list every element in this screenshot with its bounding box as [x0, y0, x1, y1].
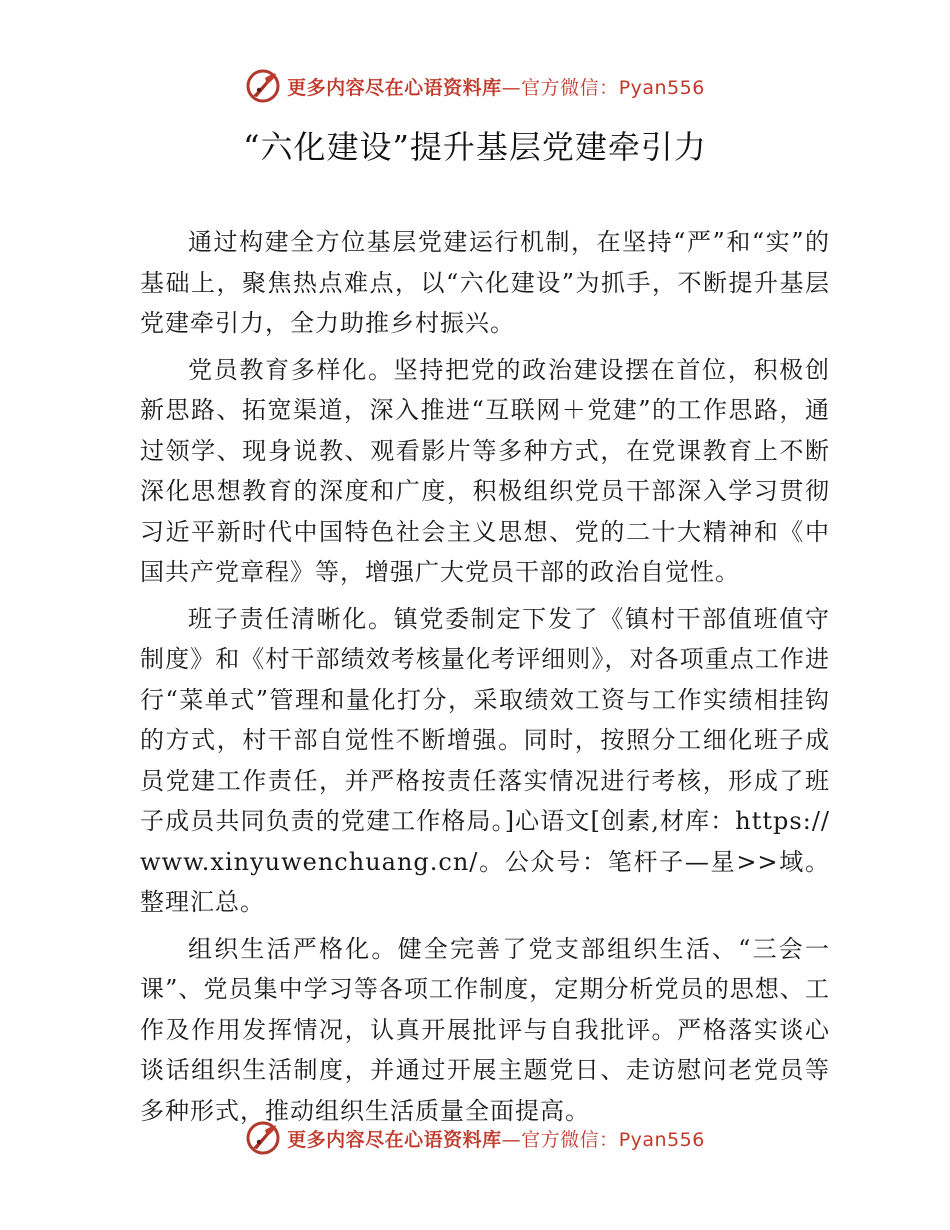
banner-text — [287, 1125, 705, 1152]
banner-brand: 更多内容尽在心语资料库 — [287, 1128, 502, 1151]
footer-banner — [0, 1120, 950, 1156]
header-banner — [0, 68, 950, 104]
banner-separator: — — [501, 76, 522, 99]
paragraph-organization: 组织生活严格化。健全完善了党支部组织生活、“三会一课”、党员集中学习等各项工作制度，定期分析党员的思想、工作及作用发挥情况，认真开展批评与自我批评。严格落实谈心谈话组织生活制度，并通过开展主题党日、走访慰问老党员等多种形式，推动组织生活质量全面提高。 — [140, 934, 830, 1125]
page-title: “六化建设”提升基层党建牵引力 — [243, 128, 707, 166]
article-body — [140, 222, 830, 1137]
banner-wechat-id: Pyan556 — [618, 76, 705, 99]
banner-wechat-label: 官方微信： — [521, 76, 619, 99]
paragraph-responsibility: 班子责任清晰化。镇党委制定下发了《镇村干部值班值守制度》和《村干部绩效考核量化考评细则》，对各项重点工作进行“菜单式”管理和量化打分，采取绩效工资与工作实绩相挂钩的方式，村干部自觉性不断增强。同时，按照分工细化班子成员党建工作责任，并严格按责任落实情况进行考核，形成了班子成员共同负责的党建工作格局。]心语文[创素,材库：https://www.xinyuwenchuang.cn/。公众号：笔杆子—星>>域。整理汇总。 — [140, 604, 830, 916]
banner-wechat-label: 官方微信： — [521, 1128, 619, 1151]
paragraph-intro: 通过构建全方位基层党建运行机制，在坚持“严”和“实”的基础上，聚焦热点难点，以“六化建设”为抓手，不断提升基层党建牵引力，全力助推乡村振兴。 — [140, 228, 830, 337]
banner-brand: 更多内容尽在心语资料库 — [287, 76, 502, 99]
quill-pen-logo-icon — [245, 1120, 281, 1156]
paragraph-education: 党员教育多样化。坚持把党的政治建设摆在首位，积极创新思路、拓宽渠道，深入推进“互联网＋党建”的工作思路，通过领学、现身说教、观看影片等多种方式，在党课教育上不断深化思想教育的深度和广度，积极组织党员干部深入学习贯彻习近平新时代中国特色社会主义思想、党的二十大精神和《中国共产党章程》等，增强广大党员干部的政治自觉性。 — [140, 355, 830, 586]
banner-wechat-id: Pyan556 — [618, 1128, 705, 1151]
quill-pen-logo-icon — [245, 68, 281, 104]
banner-separator: — — [501, 1128, 522, 1151]
banner-text — [287, 73, 705, 100]
